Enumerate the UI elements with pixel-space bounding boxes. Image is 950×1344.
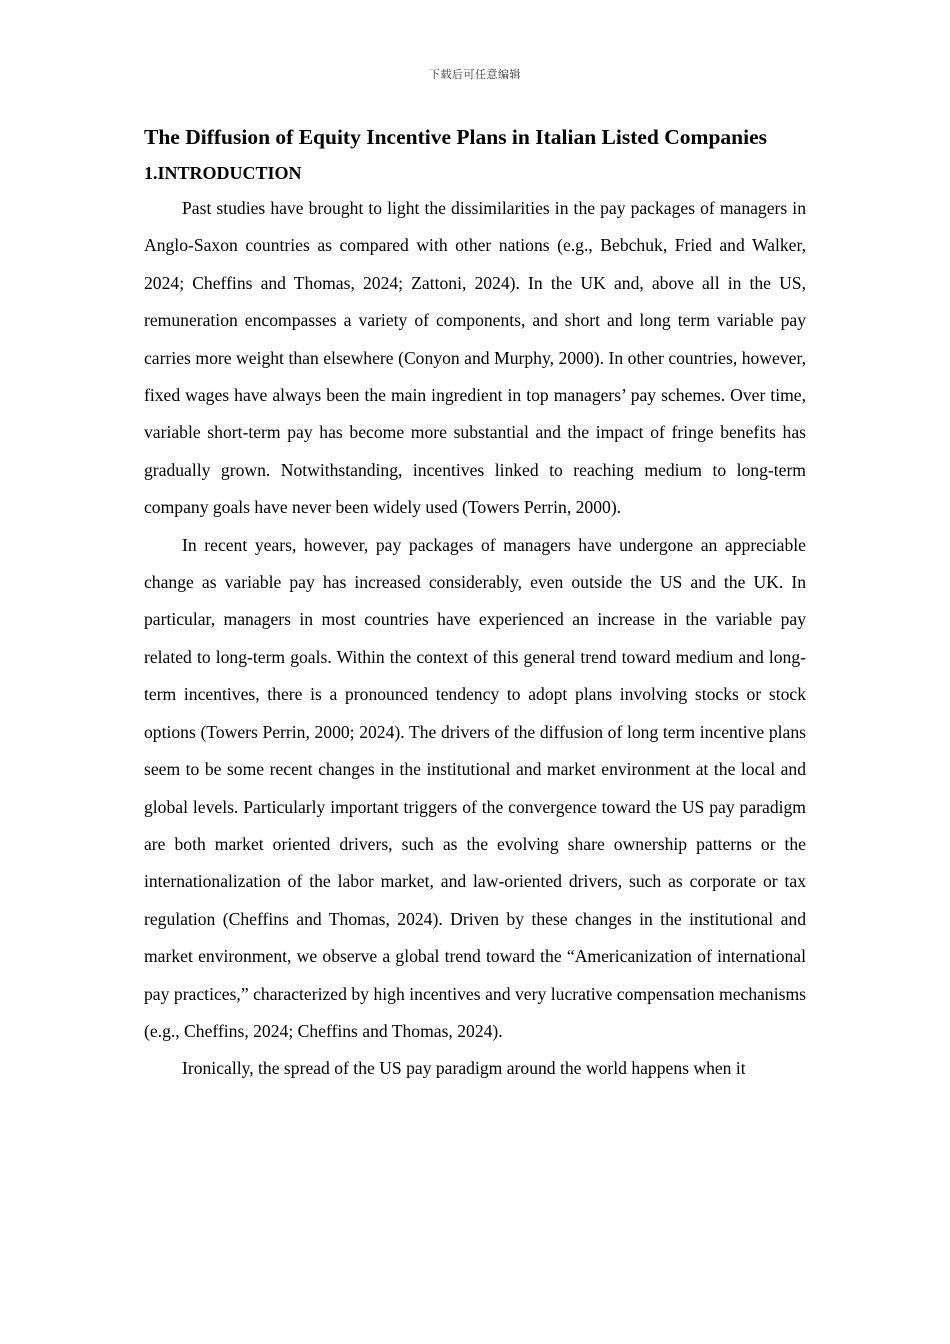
document-body xyxy=(144,122,806,1088)
paragraph: In recent years, however, pay packages of managers have undergone an appreciable change as variable pay has increased considerably, even outside the US and the UK. In particular, managers in most countries have experienced an increase in the variable pay related to long-term goals. Within the context of this general trend toward medium and long-term incentives, there is a pronounced tendency to adopt plans involving stocks or stock options (Towers Perrin, 2000; 2024). The drivers of the diffusion of long term incentive plans seem to be some recent changes in the institutional and market environment at the local and global levels. Particularly important triggers of the convergence toward the US pay paradigm are both market oriented drivers, such as the evolving share ownership patterns or the internationalization of the labor market, and law-oriented drivers, such as corporate or tax regulation (Cheffins and Thomas, 2024). Driven by these changes in the institutional and market environment, we observe a global trend toward the “Americanization of international pay practices,” characterized by high incentives and very lucrative compensation mechanisms (e.g., Cheffins, 2024; Cheffins and Thomas, 2024). xyxy=(144,534,806,1041)
header-note: 下载后可任意编辑 xyxy=(429,68,521,81)
paragraph: Ironically, the spread of the US pay paradigm around the world happens when it xyxy=(182,1058,746,1079)
section-heading: 1.INTRODUCTION xyxy=(144,163,302,183)
paragraph: Past studies have brought to light the dissimilarities in the pay packages of managers in Anglo-Saxon countries as compared with other nations (e.g., Bebchuk, Fried and Walker, 2024; Cheffins and Thomas, 2024; Zattoni, 2024). In the UK and, above all in the US, remuneration encompasses a variety of components, and short and long term variable pay carries more weight than elsewhere (Conyon and Murphy, 2000). In other countries, however, fixed wages have always been the main ingredient in top managers’ pay schemes. Over time, variable short-term pay has become more substantial and the impact of fringe benefits has gradually grown. Notwithstanding, incentives linked to reaching medium to long-term company goals have never been widely used (Towers Perrin, 2000). xyxy=(144,198,806,518)
document-title: The Diffusion of Equity Incentive Plans in Italian Listed Companies xyxy=(144,125,767,149)
